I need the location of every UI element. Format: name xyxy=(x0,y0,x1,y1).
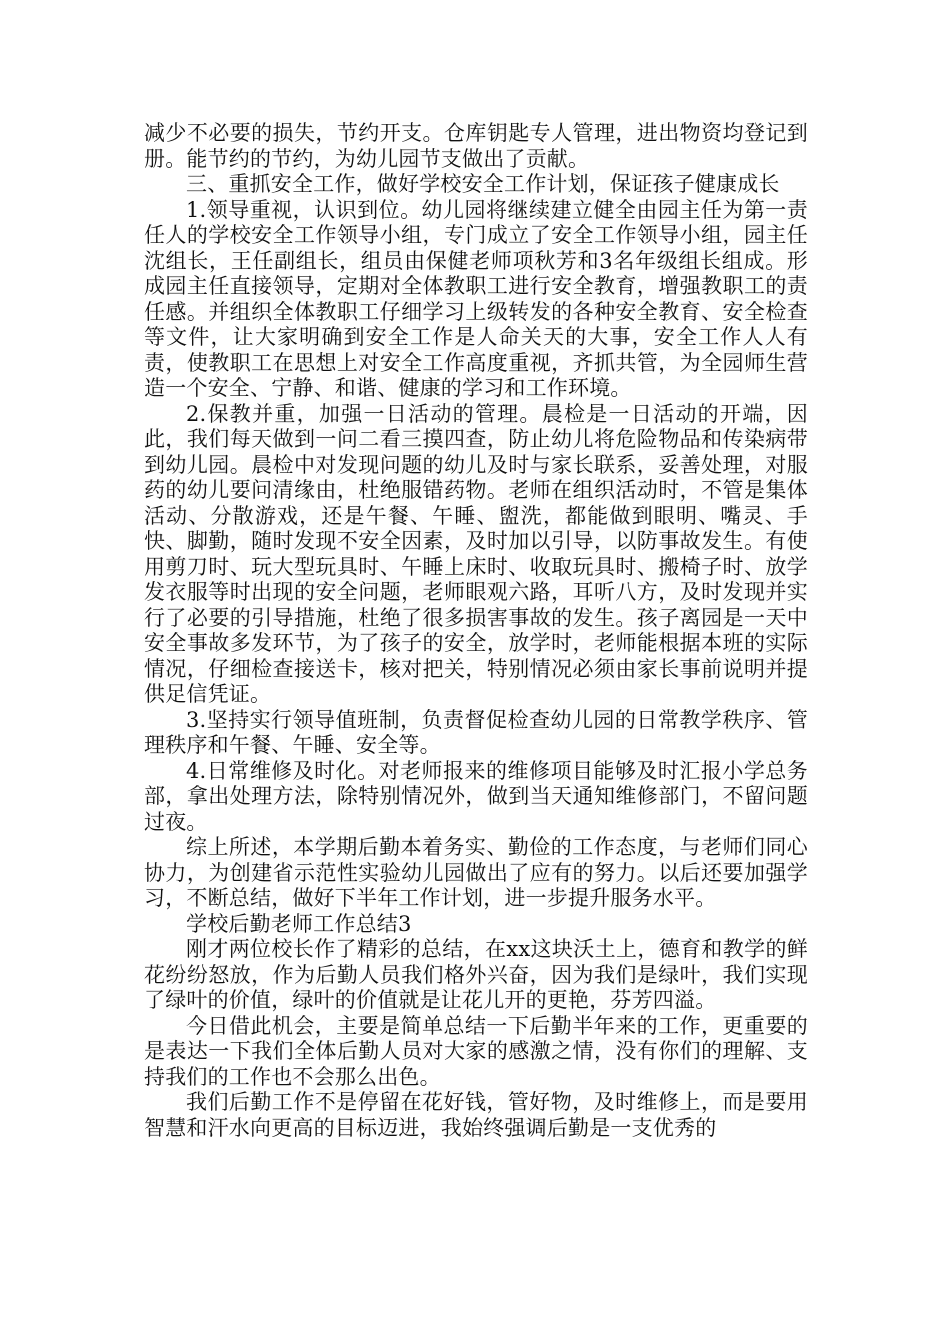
paragraph-gratitude: 今日借此机会，主要是简单总结一下后勤半年来的工作，更重要的是表达一下我们全体后勤人员对大家的感激之情，没有你们的理解、支持我们的工作也不会那么出色。 xyxy=(144,1013,808,1089)
paragraph-maintenance: 4.日常维修及时化。对老师报来的维修项目能够及时汇报小学总务部，拿出处理方法，除特别情况外，做到当天通知维修部门，不留问题过夜。 xyxy=(144,758,808,834)
section-heading-safety: 三、重抓安全工作，做好学校安全工作计划，保证孩子健康成长 xyxy=(186,172,780,196)
paragraph-duty-system: 3.坚持实行领导值班制，负责督促检查幼儿园的日常教学秩序、管理秩序和午餐、午睡、安全等。 xyxy=(144,707,808,757)
document-body xyxy=(144,121,808,1141)
paragraph-leadership: 1.领导重视，认识到位。幼儿园将继续建立健全由园主任为第一责任人的学校安全工作领导小组，专门成立了安全工作领导小组，园主任沈组长，王任副组长，组员由保健老师项秋芳和3名年级组长组成。形成园主任直接领导，定期对全体教职工进行安全教育，增强教职工的责任感。并组织全体教职工仔细学习上级转发的各种安全教育、安全检查等文件，让大家明确到安全工作是人命关天的大事，安全工作人人有责，使教职工在思想上对安全工作高度重视，齐抓共管，为全园师生营造一个安全、宁静、和谐、健康的学习和工作环境。 xyxy=(144,197,808,400)
paragraph-daily-activities: 2.保教并重，加强一日活动的管理。晨检是一日活动的开端，因此，我们每天做到一问二看三摸四查，防止幼儿将危险物品和传染病带到幼儿园。晨检中对发现问题的幼儿及时与家长联系，妥善处理，对服药的幼儿要问清缘由，杜绝服错药物。老师在组织活动时，不管是集体活动、分散游戏，还是午餐、午睡、盥洗，都能做到眼明、嘴灵、手快、脚勤，随时发现不安全因素，及时加以引导，以防事故发生。有使用剪刀时、玩大型玩具时、午睡上床时、收取玩具时、搬椅子时、放学发衣服等时出现的安全问题，老师眼观六路，耳听八方，及时发现并实行了必要的引导措施，杜绝了很多损害事故的发生。孩子离园是一天中安全事故多发环节，为了孩子的安全，放学时，老师能根据本班的实际情况，仔细检查接送卡，核对把关，特别情况必须由家长事前说明并提供足信凭证。 xyxy=(144,401,808,706)
paragraph-goals: 我们后勤工作不是停留在花好钱，管好物，及时维修上，而是要用智慧和汗水向更高的目标迈进，我始终强调后勤是一支优秀的 xyxy=(144,1090,808,1140)
section-title-summary-3: 学校后勤老师工作总结3 xyxy=(186,911,412,936)
paragraph-continued: 减少不必要的损失，节约开支。仓库钥匙专人管理，进出物资均登记到册。能节约的节约，为幼儿园节支做出了贡献。 xyxy=(144,121,808,171)
paragraph-summary: 综上所述，本学期后勤本着务实、勤俭的工作态度，与老师们同心协力，为创建省示范性实验幼儿园做出了应有的努力。以后还要加强学习，不断总结，做好下半年工作计划，进一步提升服务水平。 xyxy=(144,835,808,910)
paragraph-opening: 刚才两位校长作了精彩的总结，在xx这块沃土上，德育和教学的鲜花纷纷怒放，作为后勤人员我们格外兴奋，因为我们是绿叶，我们实现了绿叶的价值，绿叶的价值就是让花儿开的更艳，芬芳四溢。 xyxy=(144,937,808,1012)
